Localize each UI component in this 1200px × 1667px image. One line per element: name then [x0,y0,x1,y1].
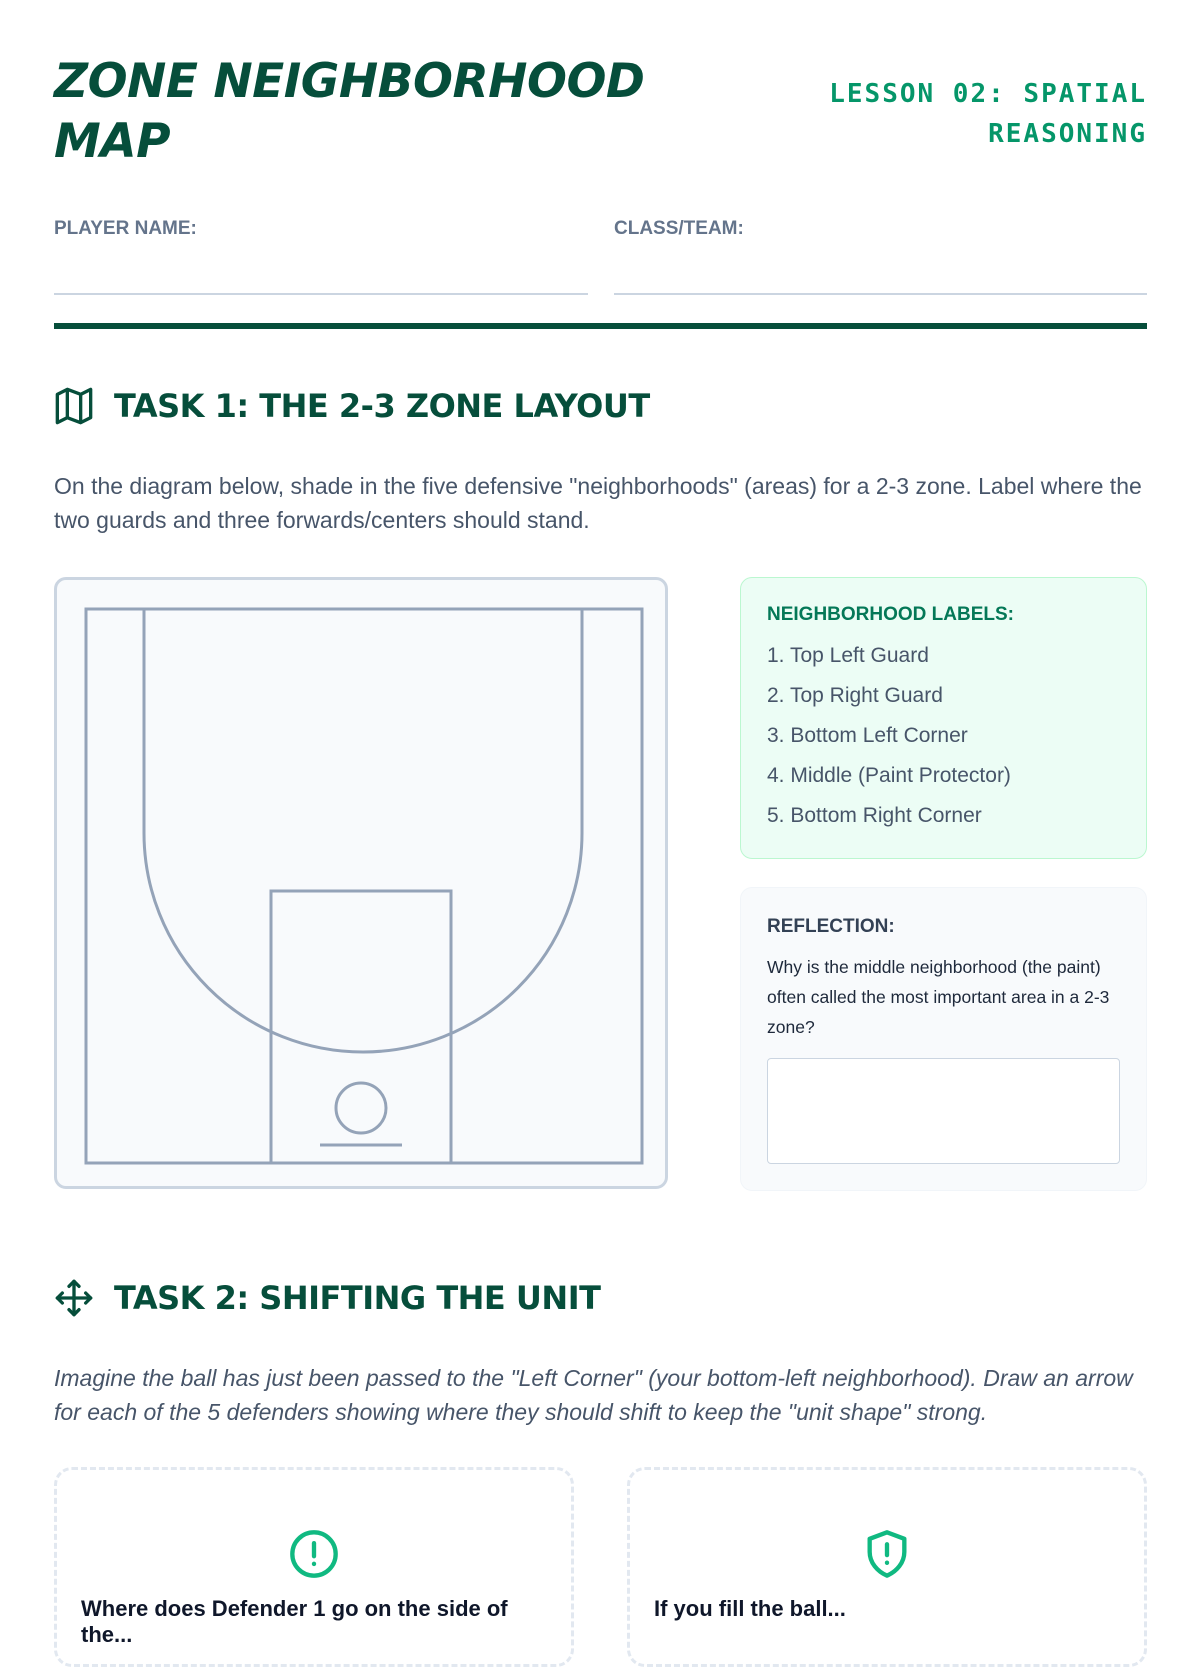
map-icon [54,386,94,426]
shift-question-card-left[interactable] [54,1467,574,1667]
player-name-line[interactable] [54,293,588,295]
move-arrows-icon [54,1278,94,1318]
worksheet-page [54,0,1147,1647]
labels-heading: NEIGHBORHOOD LABELS: [767,604,1014,625]
player-name-label: PLAYER NAME: [54,218,197,239]
task2-instructions: Imagine the ball has just been passed to the "Left Corner" (your bottom-left neighborhood). Draw an arrow for each of the 5 defenders showing where they should shift to keep the "unit shape" strong. [54,1365,1133,1425]
paint-key [271,891,451,1163]
task1-heading [54,386,650,426]
page-title: ZONE NEIGHBORHOOD MAP [54,54,645,169]
shield-alert-icon [861,1528,913,1580]
header-divider [54,323,1147,329]
shift-question-card-right[interactable] [627,1467,1147,1667]
court-boundary [86,609,642,1163]
reflection-heading: REFLECTION: [767,916,895,937]
half-court-drawing [57,580,671,1192]
shift-question-right: If you fill the ball... [654,1596,846,1621]
basket-hoop [336,1083,386,1133]
three-point-arc [144,609,582,1052]
list-item: 1. Top Left Guard [767,644,929,667]
reflection-panel [740,887,1147,1191]
neighborhood-labels-panel [740,577,1147,859]
task1-instructions: On the diagram below, shade in the five defensive "neighborhoods" (areas) for a 2-3 zone. Label where the two guards and three forwards/centers should stand. [54,473,1142,533]
reflection-question: Why is the middle neighborhood (the paint) often called the most important area in a 2-3 zone? [767,957,1110,1037]
list-item: 5. Bottom Right Corner [767,804,982,827]
list-item: 2. Top Right Guard [767,684,943,707]
labels-list [767,636,1120,836]
shift-question-left: Where does Defender 1 go on the side of the... [81,1596,508,1647]
list-item: 4. Middle (Paint Protector) [767,764,1011,787]
task2-heading [54,1278,600,1318]
task2-title: TASK 2: SHIFTING THE UNIT [114,1279,601,1317]
reflection-answer-box[interactable] [767,1058,1120,1164]
alert-circle-icon [288,1528,340,1580]
court-diagram[interactable] [54,577,668,1189]
lesson-label: LESSON 02: SPATIAL REASONING [829,79,1147,149]
list-item: 3. Bottom Left Corner [767,724,968,747]
class-team-line[interactable] [614,293,1147,295]
task1-title: TASK 1: THE 2-3 ZONE LAYOUT [114,387,650,425]
class-team-label: CLASS/TEAM: [614,218,744,239]
